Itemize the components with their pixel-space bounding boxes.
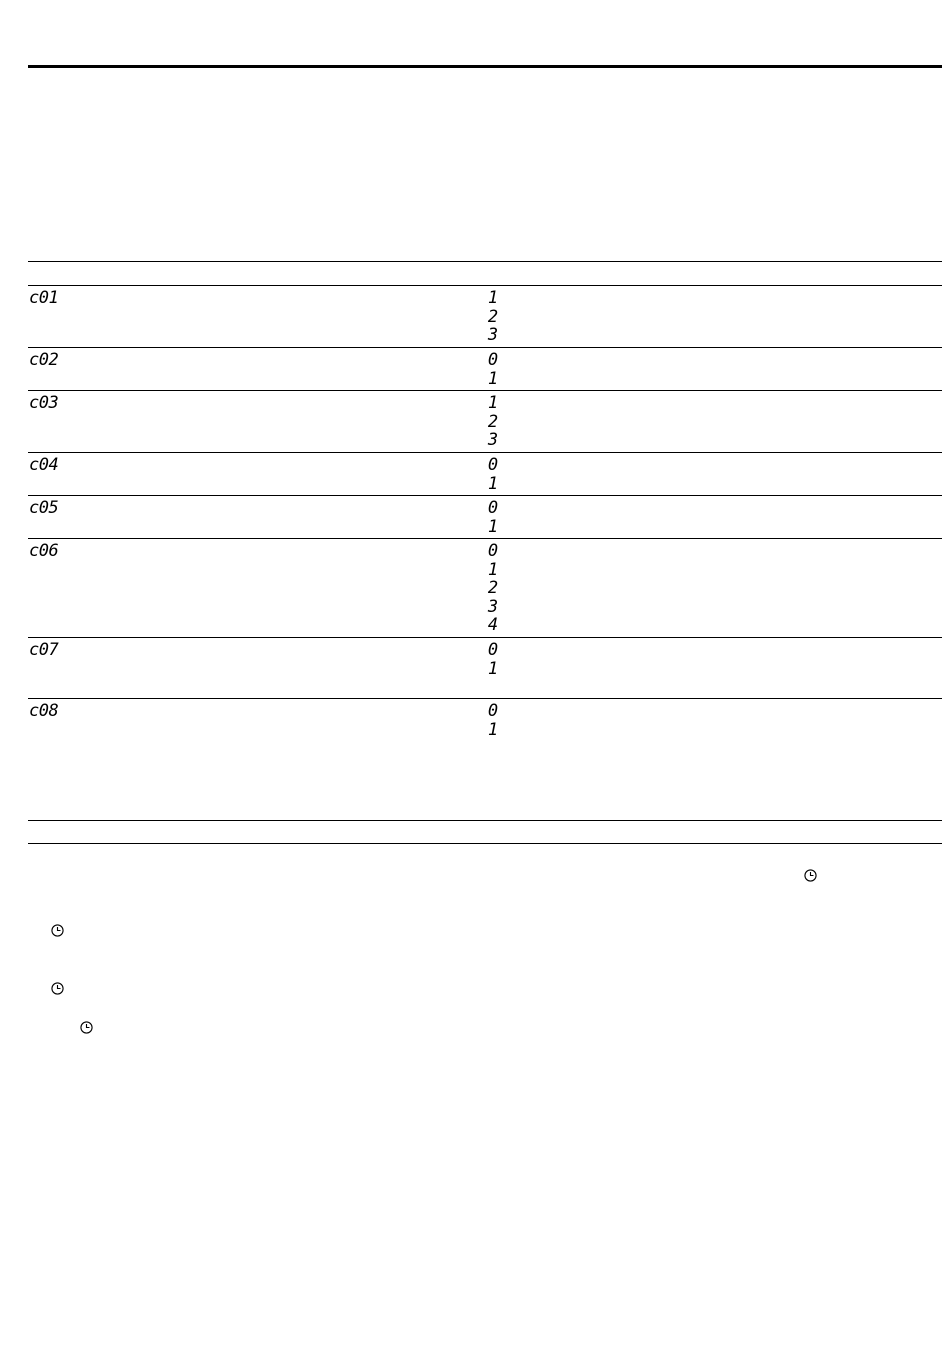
- setting-value: 3: [487, 430, 499, 450]
- table-bottom-rule: [28, 820, 942, 821]
- setting-value: 2: [487, 411, 499, 432]
- setting-code: c02: [29, 350, 59, 370]
- section-rule: [28, 843, 942, 844]
- setting-code: c04: [29, 455, 59, 475]
- row-divider: [28, 390, 942, 391]
- table-header-rule: [28, 285, 942, 286]
- row-divider: [28, 538, 942, 539]
- setting-value: 1: [487, 393, 499, 413]
- setting-code: c08: [29, 701, 59, 721]
- row-divider: [28, 495, 942, 496]
- row-divider: [28, 347, 942, 348]
- setting-code: c03: [29, 393, 59, 413]
- setting-value: 1: [487, 559, 499, 580]
- setting-value: 3: [487, 325, 499, 345]
- table-top-rule: [28, 261, 942, 262]
- setting-code: c06: [29, 541, 59, 561]
- clock-icon: [804, 869, 817, 882]
- setting-value: 1: [487, 719, 499, 740]
- setting-value: 0: [487, 455, 499, 475]
- setting-value: 1: [487, 288, 499, 308]
- setting-value: 1: [487, 473, 499, 494]
- clock-icon: [80, 1021, 93, 1034]
- setting-value: 0: [487, 498, 499, 518]
- setting-value: 0: [487, 541, 499, 561]
- setting-value: 2: [487, 578, 499, 598]
- row-divider: [28, 698, 942, 699]
- setting-value: 4: [487, 615, 499, 635]
- clock-icon: [51, 924, 64, 937]
- page-top-rule: [28, 65, 942, 68]
- setting-value: 1: [487, 658, 499, 679]
- clock-icon: [51, 982, 64, 995]
- setting-value: 1: [487, 516, 499, 537]
- setting-value: 0: [487, 640, 499, 660]
- setting-value: 0: [487, 701, 499, 721]
- setting-code: c07: [29, 640, 59, 660]
- setting-value: 0: [487, 350, 499, 370]
- setting-value: 2: [487, 306, 499, 327]
- setting-value: 1: [487, 368, 499, 389]
- setting-code: c01: [29, 288, 59, 308]
- setting-value: 3: [487, 596, 499, 617]
- setting-code: c05: [29, 498, 59, 518]
- row-divider: [28, 452, 942, 453]
- row-divider: [28, 637, 942, 638]
